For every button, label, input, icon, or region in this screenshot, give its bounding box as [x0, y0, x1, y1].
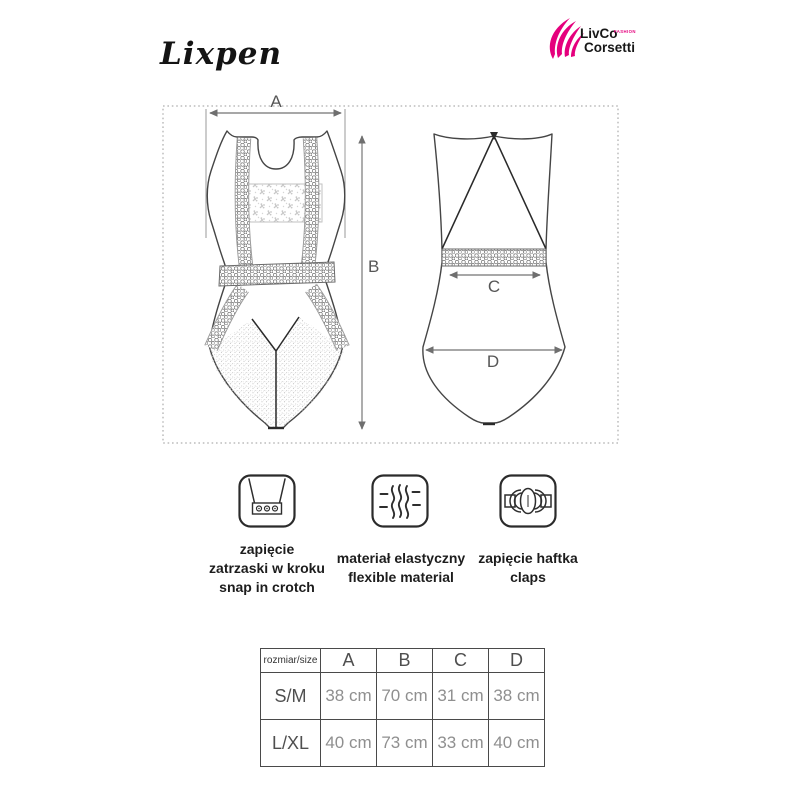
- caption-line: zapięcie haftka: [478, 550, 578, 566]
- value-b: 73 cm: [377, 720, 433, 767]
- size-table-header-row: [261, 649, 545, 673]
- size-row-sm: [261, 673, 545, 720]
- value-a: 38 cm: [321, 673, 377, 720]
- value-d: 38 cm: [489, 673, 545, 720]
- elastic-material-icon: [371, 474, 429, 528]
- brand-name-corsetti: Corsetti: [584, 40, 636, 55]
- caption-line: flexible material: [348, 569, 454, 585]
- brand-logo: [543, 14, 645, 64]
- size-label: L/XL: [261, 720, 321, 767]
- brand-tagline: FASHION: [614, 29, 636, 34]
- value-d: 40 cm: [489, 720, 545, 767]
- front-view-drawing: [206, 109, 345, 428]
- header-a: A: [321, 649, 377, 673]
- size-row-lxl: [261, 720, 545, 767]
- caption-line: zatrzaski w kroku: [209, 560, 325, 576]
- measure-d-label: D: [486, 352, 500, 371]
- header-b: B: [377, 649, 433, 673]
- caption-line: zapięcie: [239, 541, 295, 557]
- wing-icon: [550, 18, 584, 59]
- header-c: C: [433, 649, 489, 673]
- front-waist-lace-band: [219, 262, 335, 286]
- header-rozmiar-size: rozmiar/size: [261, 649, 321, 673]
- snap-crotch-icon: [238, 474, 296, 528]
- size-label: S/M: [261, 673, 321, 720]
- measure-c-label: C: [487, 277, 501, 296]
- caption-line: claps: [510, 569, 546, 585]
- caption-line: materiał elastyczny: [336, 550, 466, 566]
- measure-b-label: B: [368, 257, 380, 276]
- caption-line: snap in crotch: [219, 579, 315, 595]
- value-a: 40 cm: [321, 720, 377, 767]
- feature-caption-clasp: [433, 549, 623, 587]
- value-c: 31 cm: [433, 673, 489, 720]
- measure-a-label: A: [270, 95, 282, 111]
- clasp-icon: [499, 474, 557, 528]
- product-name: Lixpen: [160, 36, 282, 72]
- measurement-diagram: [150, 95, 630, 465]
- size-table: [260, 648, 545, 767]
- brand-name-livco: LivCo: [580, 26, 618, 41]
- value-b: 70 cm: [377, 673, 433, 720]
- header-d: D: [489, 649, 545, 673]
- back-waist-lace-band: [442, 249, 546, 266]
- value-c: 33 cm: [433, 720, 489, 767]
